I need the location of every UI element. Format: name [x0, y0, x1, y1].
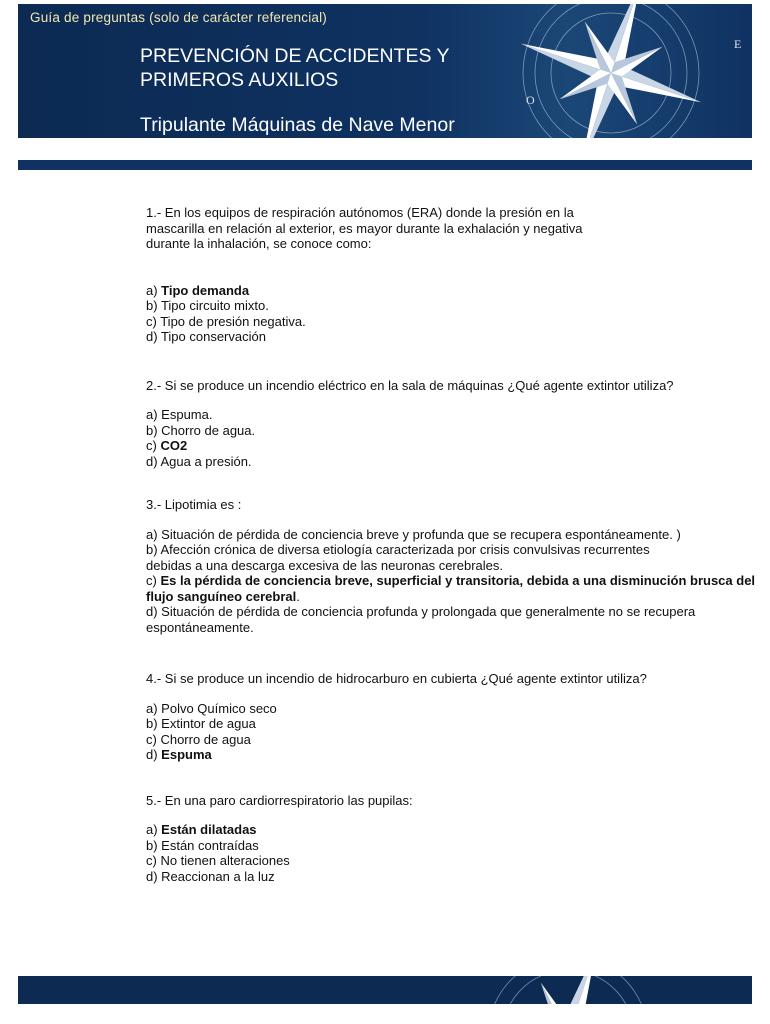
title-line-2: PRIMEROS AUXILIOS	[140, 69, 339, 91]
question-block	[146, 671, 756, 763]
correct-answer-text: Están dilatadas	[161, 822, 257, 837]
answer-option	[146, 869, 756, 885]
option-letter: a)	[146, 822, 162, 837]
option-letter: d)	[146, 747, 162, 762]
option-text: Chorro de agua.	[161, 422, 256, 438]
answer-option	[146, 283, 756, 299]
compass-letter-e: E	[734, 37, 742, 51]
option-letter: c)	[146, 438, 161, 453]
question-block	[146, 205, 756, 345]
answer-option	[146, 454, 756, 470]
question-text: 3.- Lipotimia es :	[146, 497, 242, 512]
footer-banner	[18, 976, 752, 1004]
answer-option	[146, 314, 756, 330]
answer-option	[146, 732, 756, 748]
option-letter: a)	[146, 282, 162, 298]
option-text: Tipo circuito mixto.	[160, 298, 269, 313]
question-text: 2.- Si se produce un incendio eléctrico en la sala de máquinas ¿Qué agente extintor utiliza?	[146, 377, 674, 393]
option-letter: c)	[146, 731, 161, 747]
option-letter: d)	[146, 453, 161, 469]
answer-option	[146, 747, 756, 763]
option-letter: a)	[146, 526, 162, 542]
question-block	[146, 497, 756, 635]
option-text: Reaccionan a la luz	[161, 868, 275, 884]
answer-options	[146, 527, 756, 636]
correct-answer-text: CO2	[160, 438, 188, 453]
option-text: Chorro de agua	[160, 731, 251, 747]
answer-option	[146, 542, 756, 573]
page-title	[140, 44, 520, 92]
answer-option	[146, 573, 756, 604]
answer-options	[146, 822, 756, 884]
option-text: Tipo conservación	[160, 329, 266, 344]
correct-answer-text: Es la pérdida de conciencia breve, superficial y transitoria, debida a una disminución brusca del flujo sanguíneo cerebral	[146, 573, 756, 604]
question-list	[146, 205, 756, 884]
option-letter: d)	[146, 868, 162, 884]
answer-options	[146, 283, 756, 345]
option-letter: b)	[146, 298, 161, 313]
answer-option	[146, 298, 756, 314]
option-text: Agua a presión.	[160, 453, 252, 469]
answer-option	[146, 438, 756, 454]
option-letter: c)	[146, 853, 161, 868]
answer-option	[146, 329, 756, 345]
option-letter: d)	[146, 329, 161, 344]
option-suffix: .	[296, 588, 300, 604]
option-text: Situación de pérdida de conciencia profunda y prolongada que generalmente no se recupera espontáneamente.	[146, 604, 696, 635]
option-letter: c)	[146, 573, 161, 588]
answer-option	[146, 701, 756, 717]
option-letter: b)	[146, 837, 162, 853]
correct-answer-text: Tipo demanda	[161, 282, 250, 298]
page-subtitle: Tripulante Máquinas de Nave Menor	[140, 114, 455, 136]
question-text: 4.- Si se produce un incendio de hidrocarburo en cubierta ¿Qué agente extintor utiliza?	[146, 671, 647, 686]
option-text: Polvo Químico seco	[161, 700, 277, 716]
answer-option	[146, 407, 756, 423]
question-block	[146, 378, 756, 470]
answer-option	[146, 822, 756, 838]
answer-option	[146, 527, 756, 543]
answer-option	[146, 853, 756, 869]
header-banner	[18, 4, 752, 138]
answer-options	[146, 407, 756, 469]
correct-answer-text: Espuma	[161, 747, 212, 762]
option-letter: a)	[146, 407, 162, 422]
option-text: Tipo de presión negativa.	[160, 313, 306, 329]
option-text: Situación de pérdida de conciencia breve y profunda que se recupera espontáneamente. )	[161, 526, 681, 542]
answer-option	[146, 838, 756, 854]
compass-rose-icon	[496, 4, 752, 138]
answer-option	[146, 423, 756, 439]
footer-compass-icon	[458, 976, 678, 1004]
header-divider	[18, 160, 752, 170]
option-text: No tienen alteraciones	[160, 853, 290, 868]
option-letter: a)	[146, 700, 162, 716]
question-text: 5.- En una paro cardiorrespiratorio las pupilas:	[146, 792, 413, 808]
option-letter: b)	[146, 422, 162, 438]
option-text: Espuma.	[161, 407, 213, 422]
option-text: Afección crónica de diversa etiología caracterizada por crisis convulsivas recurrentes debidas a una descarga excesiva de las neuronas cerebrales.	[146, 542, 650, 573]
answer-options	[146, 701, 756, 763]
option-letter: c)	[146, 313, 161, 329]
question-block	[146, 793, 756, 885]
title-line-1: PREVENCIÓN DE ACCIDENTES Y	[140, 45, 450, 67]
option-letter: b)	[146, 716, 162, 731]
option-letter: b)	[146, 542, 161, 557]
header-tag: Guía de preguntas (solo de carácter referencial)	[30, 10, 328, 25]
option-letter: d)	[146, 604, 162, 619]
answer-option	[146, 716, 756, 732]
option-text: Extintor de agua	[161, 716, 256, 731]
question-text: 1.- En los equipos de respiración autónomos (ERA) donde la presión en la mascarilla en relación al exterior, es mayor durante la exhalación y negativa durante la inhalación, se conoce como:	[146, 205, 583, 251]
answer-option	[146, 604, 756, 635]
compass-letter-o: O	[526, 93, 535, 107]
option-text: Están contraídas	[161, 837, 259, 853]
